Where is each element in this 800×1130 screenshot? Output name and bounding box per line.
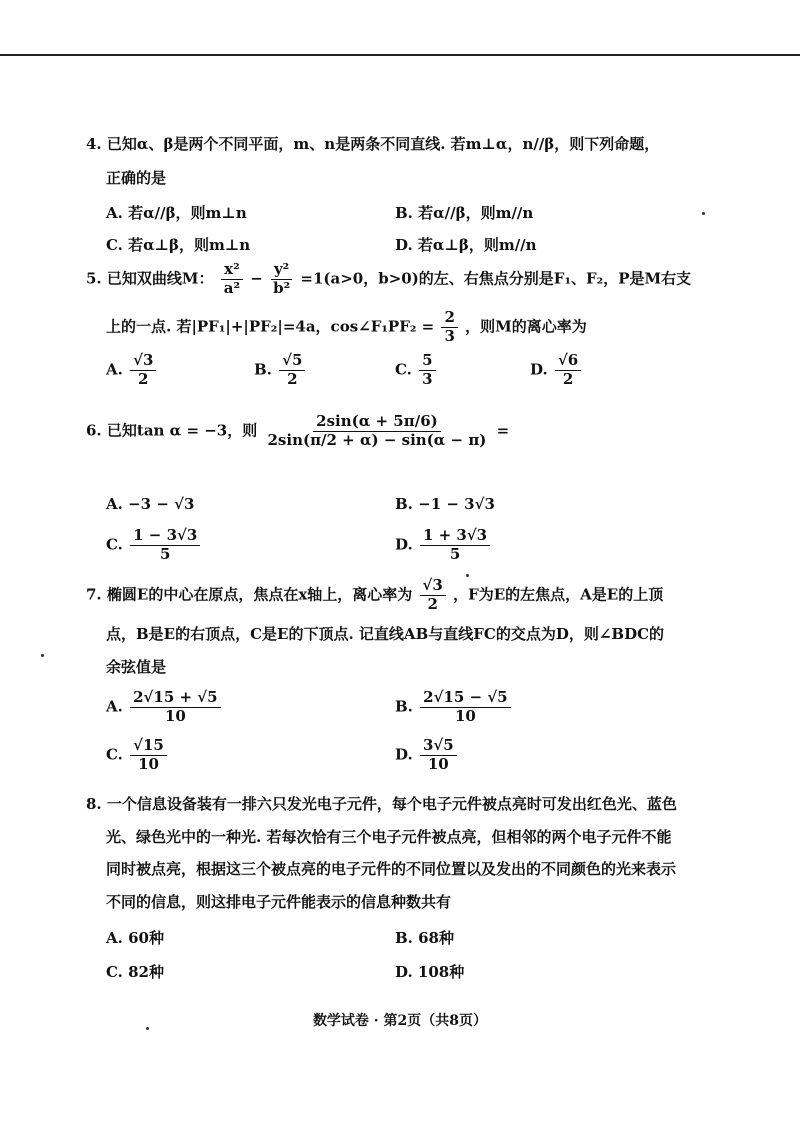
q5-option-c-label: C.	[395, 360, 412, 379]
q6-option-a-text: −3 − √3	[128, 495, 195, 513]
q7-option-c-frac	[130, 738, 167, 773]
q7-option-d-frac	[420, 738, 457, 773]
q7-option-b-den: 10	[454, 706, 476, 725]
q6-equals: =	[496, 421, 510, 440]
q6-big-num: 2sin(α + 5π/6)	[313, 414, 441, 432]
q5-frac1-den: a²	[223, 278, 241, 297]
q8-option-a[interactable]: A. 60种	[106, 929, 164, 947]
q7-stem-line2: 点，B是E的右顶点，C是E的下顶点. 记直线AB与直线FC的交点为D，则∠BDC的	[106, 625, 665, 643]
q5-frac2-num: y²	[271, 262, 292, 280]
q7-frac-num: √3	[420, 578, 446, 596]
q6-option-d-den: 5	[449, 544, 461, 563]
q4-stem-text: 已知α、β是两个不同平面，m、n是两条不同直线. 若m⊥α，n//β，则下列命题，	[106, 135, 660, 153]
q7-option-a[interactable]	[106, 690, 223, 725]
q7-option-c[interactable]	[106, 738, 169, 773]
scan-speck	[146, 1027, 149, 1030]
q5-option-a-den: 2	[138, 369, 149, 388]
q5-option-c-frac	[419, 353, 435, 388]
q5-frac3-den: 3	[444, 326, 455, 345]
scan-speck	[41, 654, 44, 657]
q5-minus: −	[250, 269, 263, 288]
q6-option-b-text: −1 − 3√3	[418, 495, 495, 513]
q6-option-a-label: A.	[106, 495, 123, 513]
q5-stem-c: 上的一点. 若|PF₁|+|PF₂|=4a，cos∠F₁PF₂ =	[106, 317, 435, 336]
q5-option-d-den: 2	[562, 369, 574, 388]
q6-option-d[interactable]	[395, 528, 492, 563]
q7-option-d[interactable]	[395, 738, 459, 773]
q5-stem-d: ，则M的离心率为	[465, 317, 587, 336]
q7-option-b-label: B.	[395, 697, 413, 716]
q7-number: 7.	[86, 585, 102, 604]
q5-stem-a: 已知双曲线M：	[106, 269, 214, 288]
q8-stem-line3: 同时被点亮，根据这三个被点亮的电子元件的不同位置以及发出的不同颜色的光来表示	[106, 860, 677, 878]
q8-option-d[interactable]: D. 108种	[395, 963, 465, 981]
q7-option-a-label: A.	[106, 697, 123, 716]
q5-option-c-num: 5	[419, 353, 435, 371]
q4-stem-line1	[86, 133, 659, 154]
q7-option-a-num: 2√15 + √5	[130, 690, 220, 708]
q8-option-c[interactable]: C. 82种	[106, 963, 164, 981]
scan-speck	[702, 212, 705, 215]
q7-option-c-label: C.	[106, 745, 123, 764]
q6-option-d-label: D.	[395, 535, 413, 554]
q5-option-b-den: 2	[287, 369, 298, 388]
q5-option-d-num: √6	[555, 353, 581, 371]
q6-option-d-frac	[420, 528, 490, 563]
header-rule	[0, 54, 800, 56]
q5-option-b-frac	[279, 353, 305, 388]
q7-stem-b: ，F为E的左焦点，A是E的上顶	[453, 585, 664, 604]
q7-option-a-frac	[130, 690, 220, 725]
q5-option-b-num: √5	[279, 353, 305, 371]
q5-option-a-frac	[130, 353, 156, 388]
q6-option-c-frac	[130, 528, 200, 563]
q8-stem-line2: 光、绿色光中的一种光. 若每次恰有三个电子元件被点亮，但相邻的两个电子元件不能	[106, 828, 672, 846]
q4-option-b[interactable]: B. 若α//β，则m//n	[395, 204, 534, 222]
q4-number: 4.	[86, 135, 102, 153]
q7-stem-line3: 余弦值是	[106, 658, 167, 676]
q4-option-c[interactable]: C. 若α⊥β，则m⊥n	[106, 236, 251, 254]
q5-stem-b: =1(a>0，b>0)的左、右焦点分别是F₁、F₂，P是M右支	[300, 269, 692, 288]
q6-big-frac	[264, 414, 489, 449]
q4-option-a[interactable]: A. 若α//β，则m⊥n	[106, 204, 247, 222]
q6-number: 6.	[86, 421, 102, 440]
q6-option-b-label: B.	[395, 495, 413, 513]
q7-option-c-den: 10	[138, 754, 159, 773]
q6-big-den: 2sin(π/2 + α) − sin(α − π)	[267, 430, 487, 449]
q8-option-b[interactable]: B. 68种	[395, 929, 454, 947]
q5-frac3-num: 2	[441, 310, 457, 328]
q5-option-c-den: 3	[422, 369, 433, 388]
q5-option-a-label: A.	[106, 360, 123, 379]
q5-option-a[interactable]	[106, 353, 158, 388]
q8-number: 8.	[86, 795, 102, 813]
q7-option-d-den: 10	[427, 754, 449, 773]
q5-frac1-num: x²	[221, 262, 243, 280]
q6-option-c-den: 5	[160, 544, 171, 563]
q7-option-b-frac	[420, 690, 510, 725]
q7-option-b-num: 2√15 − √5	[420, 690, 510, 708]
q5-option-d-frac	[555, 353, 581, 388]
q8-line1-text: 一个信息设备装有一排六只发光电子元件，每个电子元件被点亮时可发出红色光、蓝色	[106, 795, 677, 813]
q6-option-c-label: C.	[106, 535, 123, 554]
q5-stem-line1	[86, 262, 691, 297]
q5-option-d[interactable]	[530, 353, 583, 388]
q5-frac-y2-b2	[270, 262, 293, 297]
q4-option-d[interactable]: D. 若α⊥β，则m//n	[395, 236, 537, 254]
q8-stem-line4: 不同的信息，则这排电子元件能表示的信息种数共有	[106, 893, 452, 911]
q7-option-d-label: D.	[395, 745, 413, 764]
q6-stem-a: 已知tan α = −3，则	[106, 421, 258, 440]
q7-stem-a: 椭圆E的中心在原点，焦点在x轴上，离心率为	[106, 585, 413, 604]
q6-option-c[interactable]	[106, 528, 202, 563]
q5-stem-line2	[106, 310, 587, 345]
q6-option-c-num: 1 − 3√3	[130, 528, 200, 546]
q7-option-c-num: √15	[130, 738, 167, 756]
q5-number: 5.	[86, 269, 102, 288]
q4-stem-line2: 正确的是	[106, 169, 167, 187]
q5-option-b[interactable]	[254, 353, 307, 388]
q8-stem-line1	[86, 793, 677, 814]
q6-option-b[interactable]	[395, 495, 495, 513]
q5-frac-2-3	[441, 310, 457, 345]
q7-stem-line1	[86, 578, 663, 613]
scan-speck	[466, 574, 469, 577]
q7-frac-den: 2	[427, 594, 438, 613]
q5-option-a-num: √3	[130, 353, 156, 371]
q7-frac-sqrt3-2	[420, 578, 446, 613]
q5-option-b-label: B.	[254, 360, 272, 379]
q6-stem	[86, 414, 509, 449]
q5-frac-x2-a2	[221, 262, 243, 297]
q6-option-a[interactable]	[106, 495, 194, 513]
q7-option-d-num: 3√5	[420, 738, 457, 756]
q7-option-a-den: 10	[164, 706, 186, 725]
q5-option-d-label: D.	[530, 360, 548, 379]
q5-option-c[interactable]	[395, 353, 438, 388]
q5-frac2-den: b²	[273, 278, 291, 297]
page-footer: 数学试卷 · 第2页（共8页）	[312, 1013, 488, 1029]
q7-option-b[interactable]	[395, 690, 513, 725]
q6-option-d-num: 1 + 3√3	[420, 528, 490, 546]
